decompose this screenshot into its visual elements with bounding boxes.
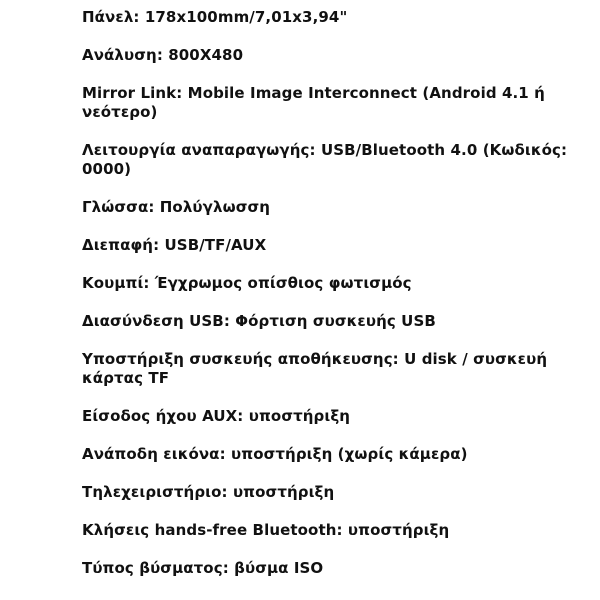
spec-playback: Λειτουργία αναπαραγωγής: USB/Bluetooth 4.0 (Κωδικός: 0000) (82, 141, 568, 178)
spec-interface: Διεπαφή: USB/TF/AUX (82, 236, 267, 254)
spec-resolution: Ανάλυση: 800X480 (82, 46, 244, 64)
spec-remote-control: Τηλεχειριστήριο: υποστήριξη (82, 483, 335, 501)
spec-storage: Υποστήριξη συσκευής αποθήκευσης: U disk / συσκευή κάρτας TF (82, 350, 548, 387)
spec-usb: Διασύνδεση USB: Φόρτιση συσκευής USB (82, 312, 436, 330)
spec-plug-type: Τύπος βύσματος: βύσμα ISO (82, 559, 324, 577)
spec-mirror-link: Mirror Link: Mobile Image Interconnect (Android 4.1 ή νεότερο) (82, 84, 545, 121)
spec-reverse-image: Ανάποδη εικόνα: υποστήριξη (χωρίς κάμερα) (82, 445, 468, 463)
spec-language: Γλώσσα: Πολύγλωσση (82, 198, 271, 216)
spec-panel: Πάνελ: 178x100mm/7,01x3,94" (82, 8, 348, 26)
spec-button: Κουμπί: Έγχρωμος οπίσθιος φωτισμός (82, 274, 412, 292)
spec-list (82, 8, 582, 597)
spec-aux-input: Είσοδος ήχου AUX: υποστήριξη (82, 407, 351, 425)
spec-handsfree: Κλήσεις hands-free Bluetooth: υποστήριξη (82, 521, 450, 539)
